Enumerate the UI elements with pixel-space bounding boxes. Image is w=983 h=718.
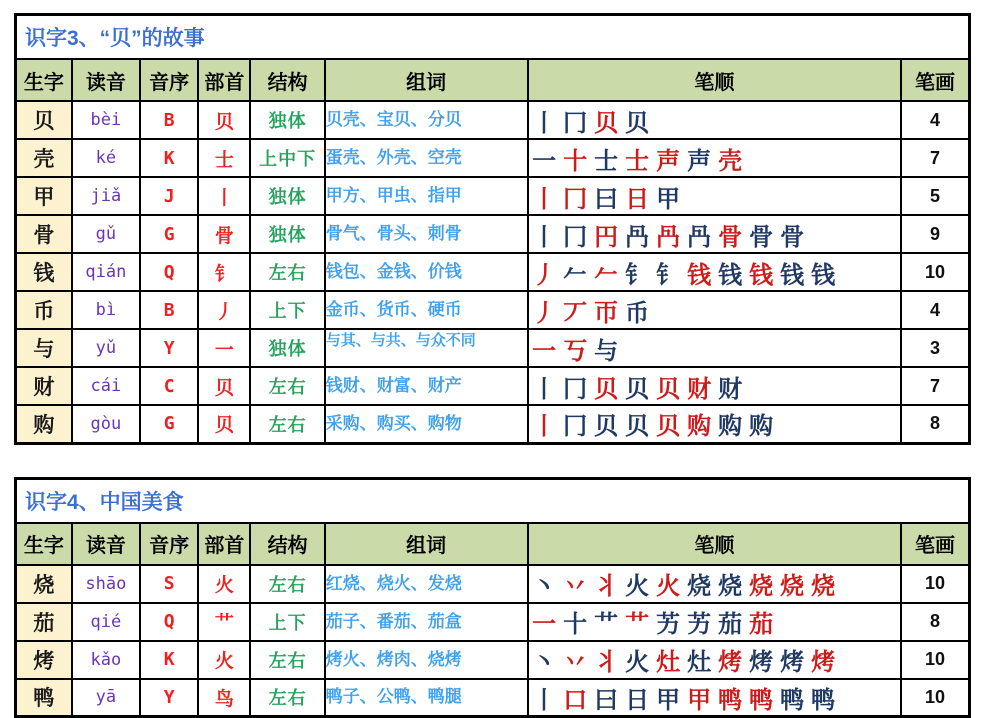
pinyin-cell: qián xyxy=(72,253,140,291)
initial-cell: Y xyxy=(140,329,198,367)
stroke-step: 购 xyxy=(746,406,777,441)
table-row xyxy=(16,215,970,253)
pinyin-cell: gǔ xyxy=(72,215,140,253)
stroke-step: 钅 xyxy=(622,255,653,290)
stroke-step: 丂 xyxy=(560,331,591,366)
stroke-step: 烧 xyxy=(808,566,839,601)
column-header-6: 组词 xyxy=(325,59,528,101)
stroke-count-cell: 8 xyxy=(901,405,969,443)
stroke-step: 烧 xyxy=(746,566,777,601)
stroke-count-cell: 10 xyxy=(901,565,969,603)
initial-cell: Q xyxy=(140,603,198,641)
initial-cell: K xyxy=(140,641,198,679)
stroke-order-cell xyxy=(528,215,902,253)
stroke-step: 贝 xyxy=(622,103,653,138)
stroke-order-cell xyxy=(528,603,902,641)
stroke-step: 烤 xyxy=(746,642,777,677)
stroke-order-cell xyxy=(528,679,902,717)
stroke-order-cell xyxy=(528,367,902,405)
column-header-1: 生字 xyxy=(16,523,72,565)
stroke-step: 士 xyxy=(622,141,653,176)
char-cell: 茄 xyxy=(16,603,72,641)
table-title: 识字4、中国美食 xyxy=(16,478,970,523)
initial-cell: Q xyxy=(140,253,198,291)
table-row xyxy=(16,177,970,215)
stroke-step: 丬 xyxy=(591,642,622,677)
stroke-step: 贝 xyxy=(591,406,622,441)
stroke-step: 贝 xyxy=(653,406,684,441)
stroke-step: 冂 xyxy=(560,179,591,214)
table-title-row xyxy=(16,478,970,523)
stroke-order-cell xyxy=(528,405,902,443)
stroke-step: 购 xyxy=(684,406,715,441)
pinyin-cell: gòu xyxy=(72,405,140,443)
table-title-row xyxy=(16,15,970,60)
stroke-step: 冂 xyxy=(560,217,591,252)
table-title: 识字3、“贝”的故事 xyxy=(16,15,970,60)
stroke-step: 日 xyxy=(622,680,653,715)
words-cell: 蛋壳、外壳、空壳 xyxy=(325,139,528,177)
stroke-step: 鸭 xyxy=(777,680,808,715)
pinyin-cell: ké xyxy=(72,139,140,177)
column-header-2: 读音 xyxy=(72,59,140,101)
stroke-step: 茄 xyxy=(746,604,777,639)
initial-cell: J xyxy=(140,177,198,215)
table-row xyxy=(16,367,970,405)
stroke-step: 与 xyxy=(591,331,622,366)
stroke-step: 𠂉 xyxy=(560,255,591,290)
stroke-count-cell: 5 xyxy=(901,177,969,215)
column-header-8: 笔画 xyxy=(901,523,969,565)
stroke-step: 冂 xyxy=(560,103,591,138)
radical-cell: 火 xyxy=(198,641,250,679)
stroke-step: 十 xyxy=(560,604,591,639)
initial-cell: K xyxy=(140,139,198,177)
words-cell: 采购、购买、购物 xyxy=(325,405,528,443)
column-header-5: 结构 xyxy=(250,523,324,565)
structure-cell: 独体 xyxy=(250,215,324,253)
stroke-step: 日 xyxy=(622,179,653,214)
table-row xyxy=(16,101,970,139)
stroke-step: 烧 xyxy=(715,566,746,601)
table-row xyxy=(16,679,970,717)
stroke-order-cell xyxy=(528,329,902,367)
pinyin-cell: bì xyxy=(72,291,140,329)
structure-cell: 左右 xyxy=(250,641,324,679)
table-row xyxy=(16,603,970,641)
structure-cell: 左右 xyxy=(250,679,324,717)
structure-cell: 左右 xyxy=(250,405,324,443)
column-header-7: 笔顺 xyxy=(528,59,902,101)
stroke-step: 丆 xyxy=(560,293,591,328)
stroke-step: 烤 xyxy=(777,642,808,677)
stroke-order-cell xyxy=(528,291,902,329)
char-cell: 钱 xyxy=(16,253,72,291)
stroke-step: 钱 xyxy=(808,255,839,290)
radical-cell: 丨 xyxy=(198,177,250,215)
stroke-step: 丷 xyxy=(560,642,591,677)
pinyin-cell: yā xyxy=(72,679,140,717)
words-cell: 与其、与共、与众不同 xyxy=(325,329,528,367)
stroke-step: 骨 xyxy=(777,217,808,252)
stroke-step: 火 xyxy=(622,566,653,601)
radical-cell: 丿 xyxy=(198,291,250,329)
stroke-count-cell: 4 xyxy=(901,101,969,139)
table-row xyxy=(16,291,970,329)
stroke-step: 烤 xyxy=(715,642,746,677)
column-header-8: 笔画 xyxy=(901,59,969,101)
structure-cell: 独体 xyxy=(250,329,324,367)
initial-cell: C xyxy=(140,367,198,405)
radical-cell: 骨 xyxy=(198,215,250,253)
column-header-1: 生字 xyxy=(16,59,72,101)
stroke-count-cell: 9 xyxy=(901,215,969,253)
stroke-step: 声 xyxy=(653,141,684,176)
radical-cell: 火 xyxy=(198,565,250,603)
stroke-order-cell xyxy=(528,641,902,679)
stroke-step: 钱 xyxy=(684,255,715,290)
char-cell: 购 xyxy=(16,405,72,443)
stroke-step: 贝 xyxy=(622,369,653,404)
stroke-step: 丷 xyxy=(560,566,591,601)
radical-cell: 鸟 xyxy=(198,679,250,717)
structure-cell: 上下 xyxy=(250,291,324,329)
stroke-step: 贝 xyxy=(591,103,622,138)
stroke-step: 帀 xyxy=(591,293,622,328)
stroke-step: 艹 xyxy=(622,604,653,639)
stroke-step: 钱 xyxy=(715,255,746,290)
stroke-count-cell: 3 xyxy=(901,329,969,367)
stroke-step: 烤 xyxy=(808,642,839,677)
stroke-step: 冎 xyxy=(684,217,715,252)
pinyin-cell: qié xyxy=(72,603,140,641)
stroke-count-cell: 7 xyxy=(901,139,969,177)
initial-cell: G xyxy=(140,215,198,253)
words-cell: 金币、货币、硬币 xyxy=(325,291,528,329)
stroke-step: 曰 xyxy=(591,680,622,715)
radical-cell: 士 xyxy=(198,139,250,177)
initial-cell: Y xyxy=(140,679,198,717)
stroke-step: 丶 xyxy=(529,642,560,677)
stroke-step: 茄 xyxy=(715,604,746,639)
stroke-step: 鸭 xyxy=(746,680,777,715)
stroke-step: 曰 xyxy=(591,179,622,214)
stroke-step: 声 xyxy=(684,141,715,176)
radical-cell: 一 xyxy=(198,329,250,367)
stroke-step: 贝 xyxy=(622,406,653,441)
table-row xyxy=(16,253,970,291)
stroke-step: 十 xyxy=(560,141,591,176)
column-header-7: 笔顺 xyxy=(528,523,902,565)
char-cell: 与 xyxy=(16,329,72,367)
stroke-step: 购 xyxy=(715,406,746,441)
char-cell: 贝 xyxy=(16,101,72,139)
char-cell: 烧 xyxy=(16,565,72,603)
structure-cell: 独体 xyxy=(250,177,324,215)
stroke-step: 甲 xyxy=(653,680,684,715)
initial-cell: B xyxy=(140,101,198,139)
column-header-5: 结构 xyxy=(250,59,324,101)
pinyin-cell: shāo xyxy=(72,565,140,603)
structure-cell: 左右 xyxy=(250,253,324,291)
stroke-step: 丨 xyxy=(529,217,560,252)
stroke-step: 丶 xyxy=(529,566,560,601)
column-header-row xyxy=(16,523,970,565)
stroke-step: 财 xyxy=(715,369,746,404)
stroke-step: 鸭 xyxy=(808,680,839,715)
stroke-count-cell: 7 xyxy=(901,367,969,405)
structure-cell: 左右 xyxy=(250,565,324,603)
structure-cell: 上下 xyxy=(250,603,324,641)
stroke-step: 贝 xyxy=(591,369,622,404)
char-cell: 甲 xyxy=(16,177,72,215)
stroke-step: 冂 xyxy=(560,406,591,441)
pinyin-cell: jiǎ xyxy=(72,177,140,215)
structure-cell: 独体 xyxy=(250,101,324,139)
pinyin-cell: bèi xyxy=(72,101,140,139)
stroke-step: 钅 xyxy=(653,255,684,290)
structure-cell: 上中下 xyxy=(250,139,324,177)
column-header-3: 音序 xyxy=(140,523,198,565)
stroke-step: 口 xyxy=(560,680,591,715)
stroke-order-cell xyxy=(528,139,902,177)
stroke-step: 丨 xyxy=(529,369,560,404)
stroke-step: 骨 xyxy=(715,217,746,252)
stroke-step: 钱 xyxy=(746,255,777,290)
pinyin-cell: kǎo xyxy=(72,641,140,679)
stroke-step: 币 xyxy=(622,293,653,328)
stroke-step: 艻 xyxy=(653,604,684,639)
vocab-tables-container xyxy=(14,13,971,718)
words-cell: 烤火、烤肉、烧烤 xyxy=(325,641,528,679)
column-header-4: 部首 xyxy=(198,59,250,101)
stroke-count-cell: 8 xyxy=(901,603,969,641)
stroke-step: 丨 xyxy=(529,406,560,441)
stroke-step: 钱 xyxy=(777,255,808,290)
column-header-2: 读音 xyxy=(72,523,140,565)
stroke-count-cell: 10 xyxy=(901,253,969,291)
pinyin-cell: cái xyxy=(72,367,140,405)
words-cell: 甲方、甲虫、指甲 xyxy=(325,177,528,215)
stroke-step: 士 xyxy=(591,141,622,176)
stroke-step: 壳 xyxy=(715,141,746,176)
table-row xyxy=(16,405,970,443)
words-cell: 茄子、番茄、茄盒 xyxy=(325,603,528,641)
char-cell: 壳 xyxy=(16,139,72,177)
stroke-step: 艹 xyxy=(591,604,622,639)
column-header-row xyxy=(16,59,970,101)
radical-cell: 钅 xyxy=(198,253,250,291)
stroke-step: 円 xyxy=(591,217,622,252)
stroke-step: 灶 xyxy=(653,642,684,677)
stroke-count-cell: 4 xyxy=(901,291,969,329)
stroke-step: 骨 xyxy=(746,217,777,252)
column-header-3: 音序 xyxy=(140,59,198,101)
stroke-order-cell xyxy=(528,177,902,215)
stroke-step: 一 xyxy=(529,604,560,639)
char-cell: 骨 xyxy=(16,215,72,253)
words-cell: 骨气、骨头、刺骨 xyxy=(325,215,528,253)
words-cell: 贝壳、宝贝、分贝 xyxy=(325,101,528,139)
words-cell: 红烧、烧火、发烧 xyxy=(325,565,528,603)
table-row xyxy=(16,329,970,367)
stroke-order-cell xyxy=(528,253,902,291)
stroke-step: 𠂉 xyxy=(591,255,622,290)
radical-cell: 贝 xyxy=(198,367,250,405)
stroke-count-cell: 10 xyxy=(901,679,969,717)
stroke-step: 一 xyxy=(529,331,560,366)
stroke-step: 丿 xyxy=(529,255,560,290)
stroke-step: 艻 xyxy=(684,604,715,639)
stroke-step: 冂 xyxy=(560,369,591,404)
stroke-step: 鸭 xyxy=(715,680,746,715)
stroke-count-cell: 10 xyxy=(901,641,969,679)
char-cell: 鸭 xyxy=(16,679,72,717)
stroke-step: 火 xyxy=(653,566,684,601)
stroke-step: 烧 xyxy=(777,566,808,601)
vocab-table-lesson4 xyxy=(14,477,971,718)
words-cell: 钱财、财富、财产 xyxy=(325,367,528,405)
char-cell: 烤 xyxy=(16,641,72,679)
pinyin-cell: yǔ xyxy=(72,329,140,367)
stroke-step: 丨 xyxy=(529,680,560,715)
stroke-step: 烧 xyxy=(684,566,715,601)
stroke-step: 火 xyxy=(622,642,653,677)
table-row xyxy=(16,139,970,177)
stroke-step: 丬 xyxy=(591,566,622,601)
stroke-step: 冎 xyxy=(653,217,684,252)
initial-cell: G xyxy=(140,405,198,443)
words-cell: 钱包、金钱、价钱 xyxy=(325,253,528,291)
stroke-step: 灶 xyxy=(684,642,715,677)
vocab-table-lesson3 xyxy=(14,13,971,445)
char-cell: 币 xyxy=(16,291,72,329)
stroke-step: 甲 xyxy=(684,680,715,715)
stroke-step: 财 xyxy=(684,369,715,404)
structure-cell: 左右 xyxy=(250,367,324,405)
stroke-step: 甲 xyxy=(653,179,684,214)
stroke-step: 一 xyxy=(529,141,560,176)
stroke-step: 丿 xyxy=(529,293,560,328)
radical-cell: 贝 xyxy=(198,405,250,443)
stroke-step: 冎 xyxy=(622,217,653,252)
radical-cell: 艹 xyxy=(198,603,250,641)
column-header-6: 组词 xyxy=(325,523,528,565)
words-cell: 鸭子、公鸭、鸭腿 xyxy=(325,679,528,717)
stroke-step: 丨 xyxy=(529,179,560,214)
stroke-step: 贝 xyxy=(653,369,684,404)
char-cell: 财 xyxy=(16,367,72,405)
stroke-order-cell xyxy=(528,101,902,139)
initial-cell: B xyxy=(140,291,198,329)
table-row xyxy=(16,565,970,603)
stroke-order-cell xyxy=(528,565,902,603)
table-row xyxy=(16,641,970,679)
radical-cell: 贝 xyxy=(198,101,250,139)
column-header-4: 部首 xyxy=(198,523,250,565)
initial-cell: S xyxy=(140,565,198,603)
stroke-step: 丨 xyxy=(529,103,560,138)
